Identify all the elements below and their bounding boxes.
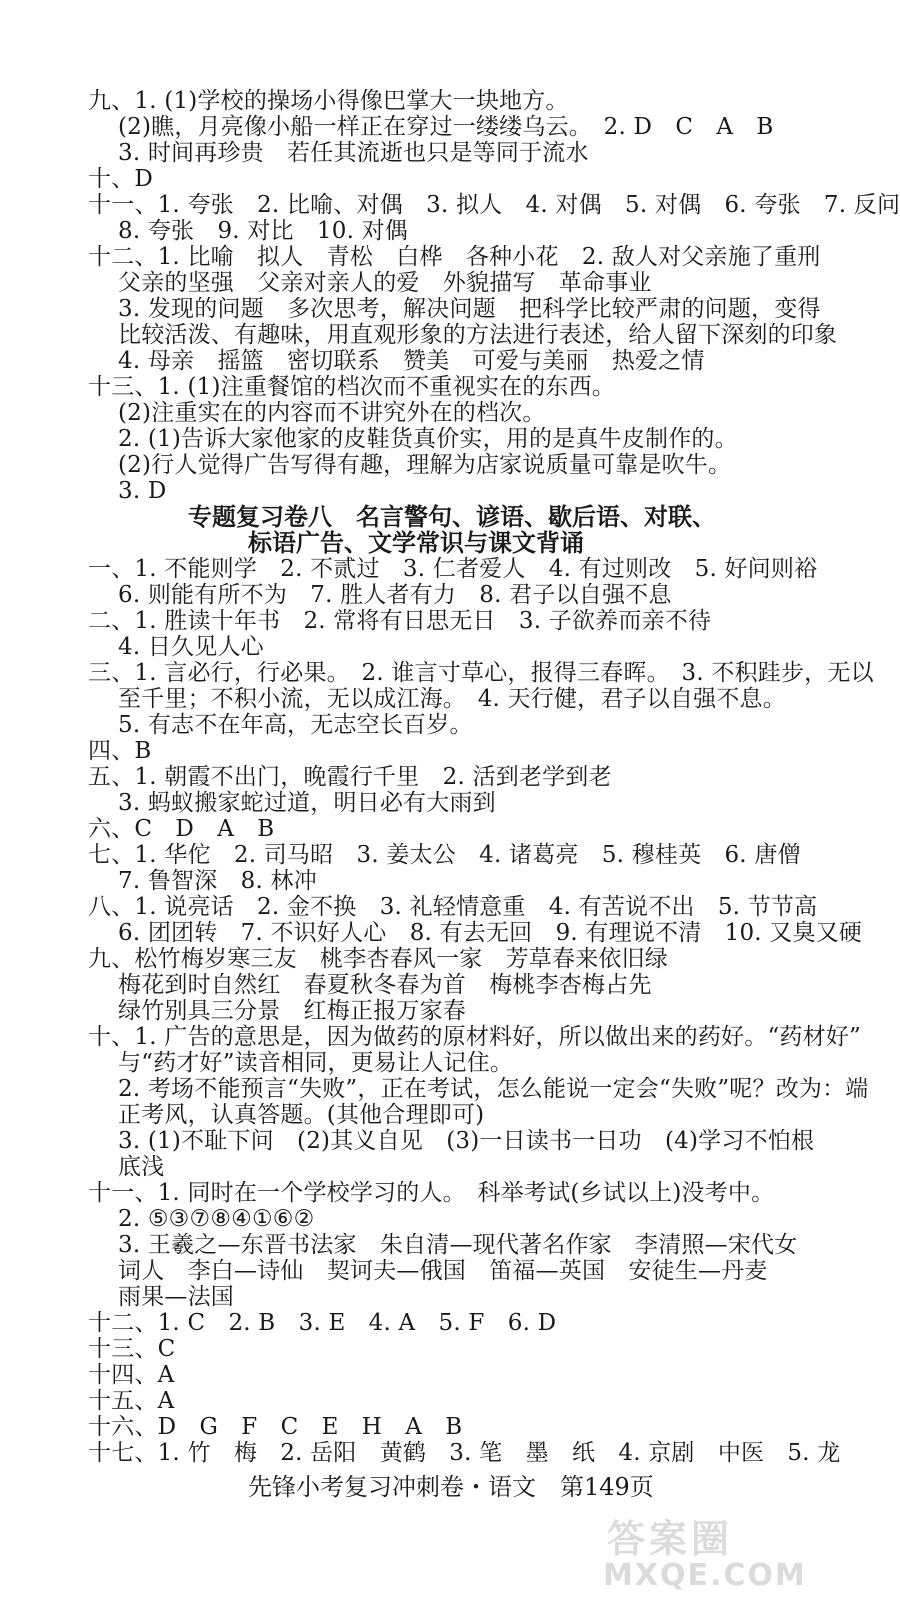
page-footer: 先锋小考复习冲刺卷・语文 第149页 — [248, 1473, 654, 1501]
answer-line: 三、1. 言必行，行必果。 2. 谁言寸草心，报得三春晖。 3. 不积跬步，无以 — [88, 660, 874, 686]
answer-line: 8. 夸张 9. 对比 10. 对偶 — [118, 218, 408, 244]
answer-line: 底浅 — [118, 1154, 165, 1180]
answer-line: 十一、1. 同时在一个学校学习的人。 科举考试(乡试以上)没考中。 — [88, 1180, 775, 1206]
answer-line: 十六、D G F C E H A B — [88, 1414, 463, 1440]
answer-line: 六、C D A B — [88, 816, 275, 842]
answer-line: (2)注重实在的内容而不讲究外在的档次。 — [118, 400, 546, 426]
watermark-url: MXQE.COM — [603, 1558, 807, 1593]
answer-line: 比较活泼、有趣味，用直观形象的方法进行表述，给人留下深刻的印象 — [118, 322, 838, 348]
answer-line: 雨果—法国 — [118, 1284, 234, 1310]
answer-line: 3. D — [118, 478, 167, 504]
answer-line: 与“药才好”读音相同，更易让人记住。 — [118, 1050, 514, 1076]
answer-line: 3. 时间再珍贵 若任其流逝也只是等同于流水 — [118, 140, 589, 166]
answer-line: 十三、1. (1)注重餐馆的档次而不重视实在的东西。 — [88, 374, 616, 400]
answer-line: 3. 蚂蚁搬家蛇过道，明日必有大雨到 — [118, 790, 496, 816]
answer-line: 7. 鲁智深 8. 林冲 — [118, 868, 317, 894]
answer-line: 梅花到时自然红 春夏秋冬春为首 梅桃李杏梅占先 — [118, 972, 652, 998]
answer-line: 十、D — [88, 166, 154, 192]
watermark-logo — [587, 1508, 807, 1596]
answer-line: 十二、1. C 2. B 3. E 4. A 5. F 6. D — [88, 1310, 557, 1336]
answer-line: (2)瞧，月亮像小船一样正在穿过一缕缕乌云。 2. D C A B — [118, 114, 774, 140]
answer-line: 6. 则能有所不为 7. 胜人者有力 8. 君子以自强不息 — [118, 582, 672, 608]
answer-line: 十、1. 广告的意思是，因为做药的原材料好，所以做出来的药好。“药材好” — [88, 1024, 861, 1050]
answer-line: 绿竹别具三分景 红梅正报万家春 — [118, 998, 466, 1024]
section-title-line1: 专题复习卷八 名言警句、谚语、歇后语、对联、 — [188, 503, 716, 531]
answer-line: 2. ⑤③⑦⑧④①⑥② — [118, 1206, 315, 1232]
answer-line: 正考风，认真答题。(其他合理即可) — [118, 1102, 485, 1128]
answer-line: 3. 王羲之—东晋书法家 朱自清—现代著名作家 李清照—宋代女 — [118, 1232, 798, 1258]
answer-line: 九、松竹梅岁寒三友 桃李杏春风一家 芳草春来依旧绿 — [88, 946, 668, 972]
answer-line: 6. 团团转 7. 不识好人心 8. 有去无回 9. 有理说不清 10. 又臭又硬 — [118, 920, 863, 946]
answer-line: 5. 有志不在年高，无志空长百岁。 — [118, 712, 473, 738]
answer-line: 十五、A — [88, 1388, 175, 1414]
answer-line: 2. (1)告诉大家他家的皮鞋货真价实，用的是真牛皮制作的。 — [118, 426, 738, 452]
answer-line: 十七、1. 竹 梅 2. 岳阳 黄鹤 3. 笔 墨 纸 4. 京剧 中医 5. 龙 — [88, 1440, 841, 1466]
answer-line: 3. 发现的问题 多次思考，解决问题 把科学比较严肃的问题，变得 — [118, 296, 821, 322]
answer-line: 3. (1)不耻下问 (2)其义自见 (3)一日读书一日功 (4)学习不怕根 — [118, 1128, 815, 1154]
answer-line: 4. 日久见人心 — [118, 634, 264, 660]
answer-line: 4. 母亲 摇篮 密切联系 赞美 可爱与美丽 热爱之情 — [118, 348, 705, 374]
answer-line: 至千里；不积小流，无以成江海。 4. 天行健，君子以自强不息。 — [118, 686, 786, 712]
answer-line: 五、1. 朝霞不出门，晚霞行千里 2. 活到老学到老 — [88, 764, 612, 790]
answer-line: 九、1. (1)学校的操场小得像巴掌大一块地方。 — [88, 88, 569, 114]
answer-line: 十二、1. 比喻 拟人 青松 白桦 各种小花 2. 敌人对父亲施了重刑 — [88, 244, 821, 270]
answer-line: 八、1. 说亮话 2. 金不换 3. 礼轻情意重 4. 有苦说不出 5. 节节高 — [88, 894, 818, 920]
answer-line: 十一、1. 夸张 2. 比喻、对偶 3. 拟人 4. 对偶 5. 对偶 6. 夸张 7. 反问 — [88, 192, 900, 218]
answer-line: 四、B — [88, 738, 152, 764]
answer-line: 词人 李白—诗仙 契诃夫—俄国 笛福—英国 安徒生—丹麦 — [118, 1258, 768, 1284]
answer-line: 二、1. 胜读十年书 2. 常将有日思无日 3. 子欲养而亲不待 — [88, 608, 712, 634]
answer-line: 十四、A — [88, 1362, 175, 1388]
answer-line: 一、1. 不能则学 2. 不贰过 3. 仁者爱人 4. 有过则改 5. 好问则裕 — [88, 556, 818, 582]
watermark-text: 答案圈 — [607, 1517, 734, 1561]
section-title-line2: 标语广告、文学常识与课文背诵 — [248, 529, 584, 557]
answer-line: 十三、C — [88, 1336, 176, 1362]
answer-line: 七、1. 华佗 2. 司马昭 3. 姜太公 4. 诸葛亮 5. 穆桂英 6. 唐僧 — [88, 842, 801, 868]
answer-line: (2)行人觉得广告写得有趣，理解为店家说质量可靠是吹牛。 — [118, 452, 732, 478]
answer-line: 父亲的坚强 父亲对亲人的爱 外貌描写 革命事业 — [118, 270, 652, 296]
answer-line: 2. 考场不能预言“失败”，正在考试，怎么能说一定会“失败”呢？改为：端 — [118, 1076, 869, 1102]
